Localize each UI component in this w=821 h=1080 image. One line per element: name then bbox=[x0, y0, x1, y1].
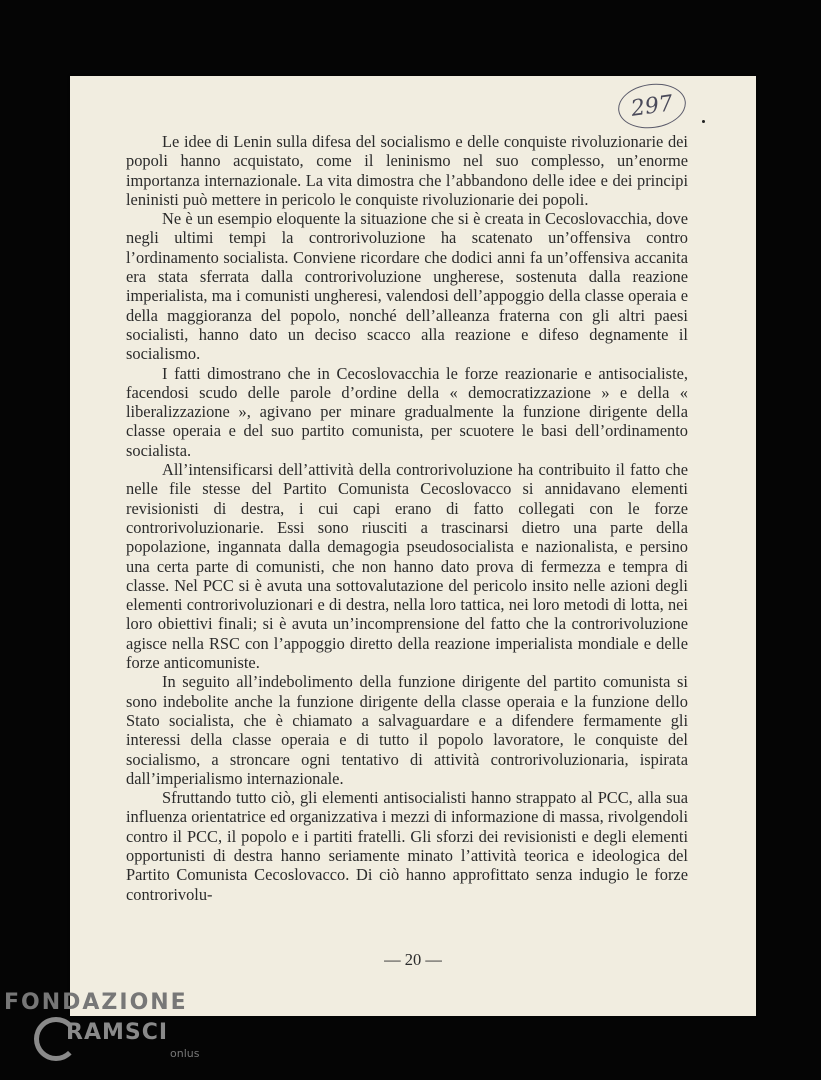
paragraph-5: In seguito all’indebolimento della funzione dirigente del partito comunista si sono indebolite anche la funzione dirigente della classe operaia e la funzione dello Stato socialista, che è chiamato a salvaguardare e a difendere fermamente gli interessi della classe operaia e di tutto il popolo lavoratore, le conquiste del socialismo, a stroncare ogni tentativo di attività controrivoluzionaria, ispirata dall’imperialismo internazionale. bbox=[126, 672, 688, 788]
paragraph-4: All’intensificarsi dell’attività della controrivoluzione ha contribuito il fatto che nelle file stesse del Partito Comunista Cecoslovacco si annidavano elementi revisionisti di destra, i cui capi erano di fatto collegati con le forze controrivoluzionarie. Essi sono riusciti a trascinarsi dietro una parte della popolazione, ingannata dalla demagogia pseudosocialista e nazionalista, e persino una certa parte di comunisti, che non hanno dato prova di fermezza e tempra di classe. Nel PCC si è avuta una sottovalutazione del pericolo insito nelle azioni degli elementi controrivoluzionari e di destra, nella loro tattica, nei loro metodi di lotta, nei loro obiettivi finali; si è avuta un’incomprensione del fatto che la controrivoluzione agisce nella RSC con l’appoggio diretto della reazione imperialista mondiale e delle forze anticomuniste. bbox=[126, 460, 688, 673]
ink-dot bbox=[702, 120, 705, 123]
paragraph-1: Le idee di Lenin sulla difesa del socialismo e delle conquiste rivoluzionarie dei popoli hanno acquistato, come il leninismo nel suo complesso, un’enorme importanza internazionale. La vita dimostra che l’abbandono delle idee e dei principi leninisti può mettere in pericolo le conquiste rivoluzionarie dei popoli. bbox=[126, 132, 688, 209]
watermark-line-1: FONDAZIONE bbox=[4, 990, 188, 1015]
watermark-line-2: RAMSCI bbox=[66, 1019, 169, 1045]
paragraph-3: I fatti dimostrano che in Cecoslovacchia le forze reazionarie e antisocialiste, facendosi scudo delle parole d’ordine della « democratizzazione » e della « liberalizzazione », agivano per minare gradualmente la funzione dirigente della classe operaia e del suo partito comunista, per scuotere le basi dell’ordinamento socialista. bbox=[126, 363, 688, 460]
document-page bbox=[70, 76, 756, 1016]
watermark-line-3: onlus bbox=[170, 1047, 200, 1060]
watermark-logo bbox=[4, 990, 199, 1060]
text-body bbox=[126, 132, 688, 904]
page-number: — 20 — bbox=[384, 950, 442, 969]
paragraph-6: Sfruttando tutto ciò, gli elementi antisocialisti hanno strappato al PCC, alla sua influenza orientatrice ed organizzativa i mezzi di informazione di massa, rivolgendoli contro il PCC, il popolo e i partiti fratelli. Gli sforzi dei revisionisti e degli elementi opportunisti di destra hanno seriamente minato l’attività teorica e ideologica del Partito Comunista Cecoslovacco. Di ciò hanno approfittato senza indugio le forze controrivolu- bbox=[126, 788, 688, 904]
archive-stamp: 297 bbox=[615, 79, 688, 132]
paragraph-2: Ne è un esempio eloquente la situazione che si è creata in Cecoslovacchia, dove negli ultimi tempi la controrivoluzione ha scatenato un’offensiva contro l’ordinamento socialista. Conviene ricordare che dodici anni fa un’offensiva accanita era stata sferrata dalla controrivoluzione ungherese, sostenuta dalla reazione imperialista, ma i comunisti ungheresi, valendosi dell’appoggio della classe operaia e della maggioranza del popolo, nonché dell’alleanza fraterna con gli altri paesi socialisti, hanno dato un deciso scacco alla reazione e difeso degnamente il socialismo. bbox=[126, 209, 688, 364]
